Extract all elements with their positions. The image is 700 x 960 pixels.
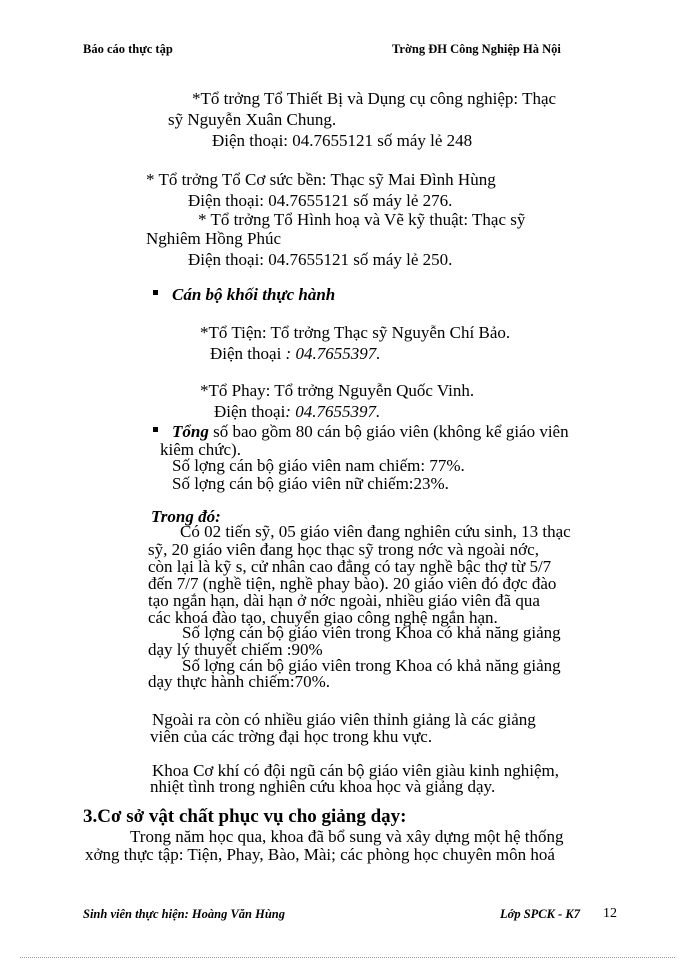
body-line: Có 02 tiến sỹ, 05 giáo viên đang nghiên cứu sinh, 13 thạc [180,522,571,541]
body-line: xởng thực tập: Tiện, Phay, Bào, Mài; các phòng học chuyên môn hoá [85,845,555,864]
bullet-icon [153,290,158,295]
trong-do-label: Trong đó: [151,507,221,526]
body-line: *Tổ trởng Tổ Thiết Bị và Dụng cụ công nghiệp: Thạc [192,89,557,108]
footer-left: Sinh viên thực hiện: Hoàng Văn Hùng [83,907,285,921]
body-line: nhiệt tình trong nghiên cứu khoa học và giảng dạy. [150,777,496,796]
phone-number: : 04.7655397. [285,344,381,363]
body-line: * Tổ trởng Tổ Cơ sức bền: Thạc sỹ Mai Đình Hùng [146,170,496,189]
body-line: dạy lý thuyết chiếm :90% [148,640,323,659]
section-subtitle: Cán bộ khối thực hành [172,285,336,304]
body-line: Số lợng cán bộ giáo viên nam chiếm: 77%. [172,456,465,475]
body-line: kiêm chức). [160,440,241,459]
body-line: sỹ Nguyễn Xuân Chung. [168,110,337,129]
section-heading: 3.Cơ sở vật chất phục vụ cho giảng dạy: [83,806,407,827]
body-line: Điện thoại: 04.7655121 số máy lẻ 250. [188,250,453,269]
body-line: Số lợng cán bộ giáo viên nữ chiếm:23%. [172,474,449,493]
tong-text: số bao gồm 80 cán bộ giáo viên (không kể giáo viên [208,422,569,441]
body-line: các khoá đào tạo, chuyển giao công nghệ ngắn hạn. [148,608,498,627]
page-divider [20,957,675,958]
phone-label: Điện thoại [214,402,286,421]
body-line: sỹ, 20 giáo viên đang học thạc sỹ trong nớc và ngoài nớc, [148,540,539,559]
body-line: Điện thoại: 04.7655121 số máy lẻ 248 [212,131,473,150]
page-number: 12 [603,906,617,921]
header-right: Trờng ĐH Công Nghiệp Hà Nội [392,42,561,56]
body-line [172,422,569,441]
phone-label: Điện thoại [210,344,286,363]
body-line: *Tổ Tiện: Tổ trởng Thạc sỹ Nguyễn Chí Bảo. [200,323,511,342]
body-line: * Tổ trởng Tổ Hình hoạ và Vẽ kỹ thuật: Thạc sỹ [198,210,526,229]
body-line: dạy thực hành chiếm:70%. [148,672,330,691]
body-line: đến 7/7 (nghề tiện, nghề phay bào). 20 giáo viên đó đợc đào [148,574,557,593]
header-left: Báo cáo thực tập [83,42,173,56]
footer-right: Lớp SPCK - K7 [500,907,580,921]
body-line: Số lợng cán bộ giáo viên trong Khoa có khả năng giảng [182,623,561,642]
body-line: Điện thoại: 04.7655121 số máy lẻ 276. [188,191,453,210]
body-line: Trong năm học qua, khoa đã bổ sung và xây dựng một hệ thống [130,827,564,846]
body-line: Ngoài ra còn có nhiều giáo viên thỉnh giảng là các giảng [152,710,536,729]
tong-label: Tổng [172,422,209,441]
body-line: Khoa Cơ khí có đội ngũ cán bộ giáo viên giàu kinh nghiệm, [152,761,560,780]
body-line: Nghiêm Hồng Phúc [146,229,282,248]
body-line: Số lợng cán bộ giáo viên trong Khoa có khả năng giảng [182,656,561,675]
body-line: còn lại là kỹ s, cử nhân cao đẳng có tay nghề bậc thợ từ 5/7 [148,557,552,576]
body-line: viên của các trờng đại học trong khu vực. [150,727,433,746]
bullet-icon [153,427,158,432]
phone-number: : 04.7655397. [285,402,381,421]
body-line: tạo ngắn hạn, dài hạn ở nớc ngoài, nhiều giáo viên đã qua [148,591,540,610]
phone-line [210,344,380,363]
phone-line [214,402,380,421]
body-line: *Tổ Phay: Tổ trởng Nguyễn Quốc Vinh. [200,381,475,400]
